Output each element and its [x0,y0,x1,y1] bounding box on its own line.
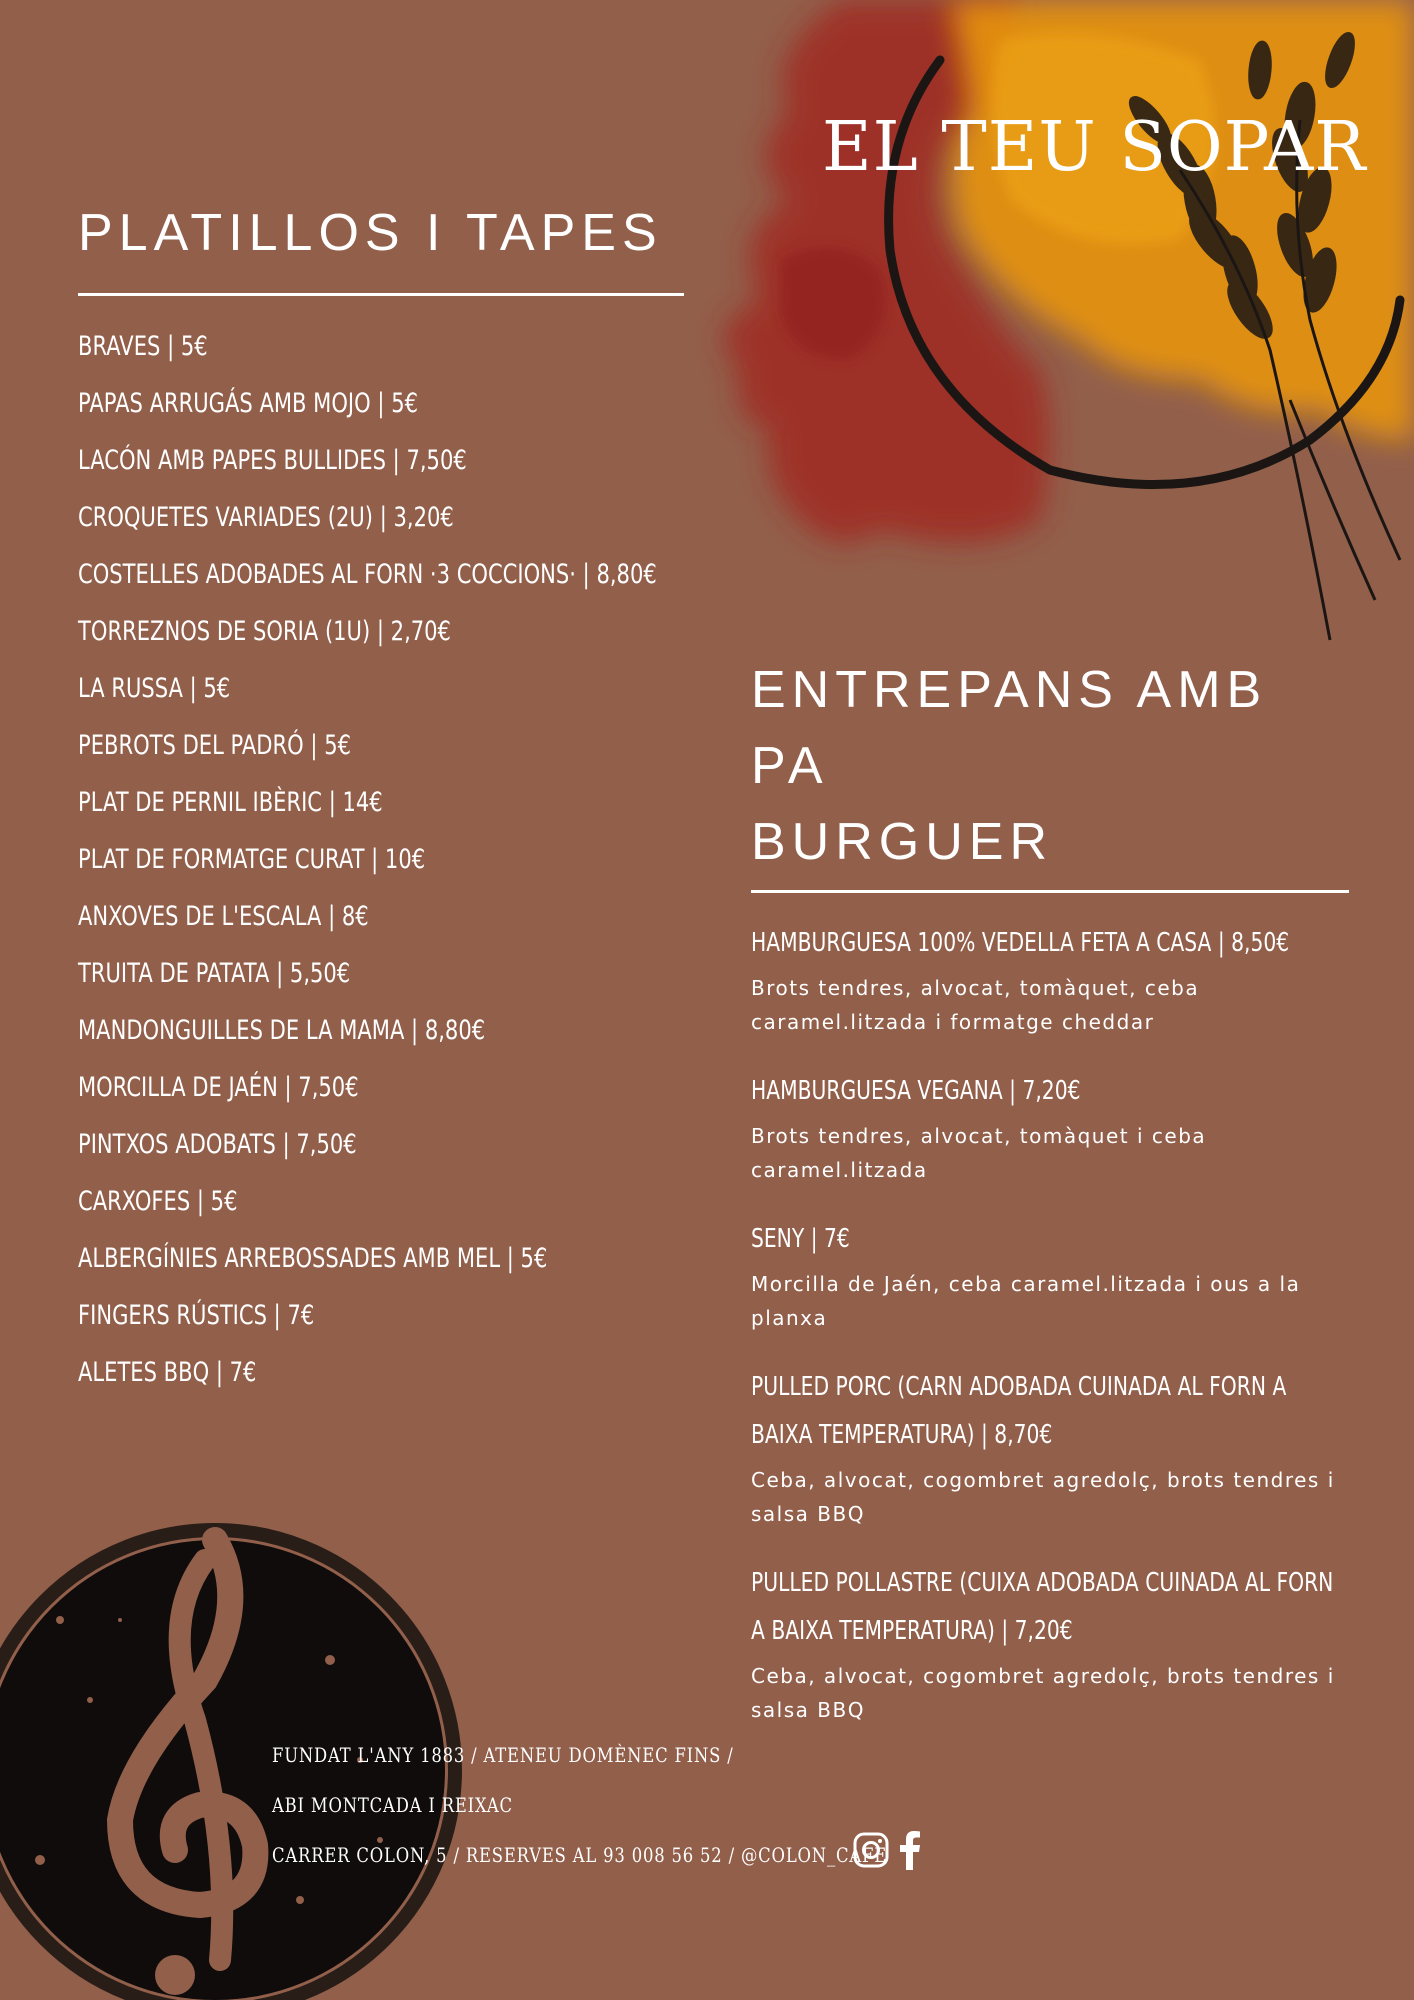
menu-item: PEBROTS DEL PADRÓ | 5€ [78,730,352,761]
sandwich-item [751,1215,1351,1335]
tapas-section [78,195,698,1401]
instagram-icon[interactable] [853,1832,889,1868]
menu-item: PINTXOS ADOBATS | 7,50€ [78,1129,357,1160]
sandwich-name: PULLED POLLASTRE (CUIXA ADOBADA CUINADA AL FORN A BAIXA TEMPERATURA) | 7,20€ [751,1568,1334,1646]
tapas-section-title: PLATILLOS I TAPES [78,204,663,262]
sandwich-name: SENY | 7€ [751,1224,850,1254]
menu-item: ALETES BBQ | 7€ [78,1357,257,1388]
menu-item: COSTELLES ADOBADES AL FORN ·3 COCCIONS· | 8,80€ [78,559,657,590]
divider [751,890,1349,893]
sandwich-name: PULLED PORC (CARN ADOBADA CUINADA AL FORN A BAIXA TEMPERATURA) | 8,70€ [751,1372,1287,1450]
sandwich-description: Ceba, alvocat, cogombret agredolç, brots tendres i salsa BBQ [751,1664,1335,1722]
footer-founded: FUNDAT L'ANY 1883 / ATENEU DOMÈNEC FINS / [272,1743,734,1767]
social-links [853,1830,921,1870]
divider [78,293,684,296]
sandwich-description: Ceba, alvocat, cogombret agredolç, brots tendres i salsa BBQ [751,1468,1335,1526]
menu-item: FINGERS RÚSTICS | 7€ [78,1300,315,1331]
tapas-list [78,318,698,1401]
sandwiches-title-line1: ENTREPANS AMB PA [751,661,1268,795]
menu-item: BRAVES | 5€ [78,331,208,362]
footer-contact: CARRER COLON, 5 / RESERVES AL 93 008 56 52 / @COLON_CAFE [272,1843,888,1867]
sandwich-item [751,1363,1351,1531]
sandwiches-title-line2: BURGUER [751,813,1054,871]
menu-item: MANDONGUILLES DE LA MAMA | 8,80€ [78,1015,486,1046]
menu-item: ALBERGÍNIES ARREBOSSADES AMB MEL | 5€ [78,1243,548,1274]
menu-item: TRUITA DE PATATA | 5,50€ [78,958,351,989]
sandwich-item [751,1067,1351,1187]
menu-item: LA RUSSA | 5€ [78,673,231,704]
menu-item: CARXOFES | 5€ [78,1186,238,1217]
sandwich-item [751,1559,1351,1727]
menu-item: LACÓN AMB PAPES BULLIDES | 7,50€ [78,445,467,476]
page-title: EL TEU SOPAR [822,108,1367,187]
menu-item: TORREZNOS DE SORIA (1U) | 2,70€ [78,616,451,647]
facebook-icon[interactable] [899,1830,921,1870]
menu-item: ANXOVES DE L'ESCALA | 8€ [78,901,369,932]
sandwiches-section [751,652,1351,1755]
menu-item: PAPAS ARRUGÁS AMB MOJO | 5€ [78,388,418,419]
menu-item: CROQUETES VARIADES (2U) | 3,20€ [78,502,454,533]
sandwich-description: Brots tendres, alvocat, tomàquet, ceba caramel.litzada i formatge cheddar [751,976,1200,1034]
menu-item: PLAT DE PERNIL IBÈRIC | 14€ [78,787,383,818]
sandwich-name: HAMBURGUESA VEGANA | 7,20€ [751,1076,1081,1106]
footer-association: ABI MONTCADA I REIXAC [272,1793,513,1817]
sandwich-name: HAMBURGUESA 100% VEDELLA FETA A CASA | 8,50€ [751,928,1290,958]
sandwich-description: Morcilla de Jaén, ceba caramel.litzada i ous a la planxa [751,1272,1301,1330]
sandwiches-section-title [751,652,1351,880]
sandwich-description: Brots tendres, alvocat, tomàquet i ceba caramel.litzada [751,1124,1207,1182]
sandwich-list [751,919,1351,1727]
sandwich-item [751,919,1351,1039]
menu-item: MORCILLA DE JAÉN | 7,50€ [78,1072,359,1103]
menu-item: PLAT DE FORMATGE CURAT | 10€ [78,844,426,875]
